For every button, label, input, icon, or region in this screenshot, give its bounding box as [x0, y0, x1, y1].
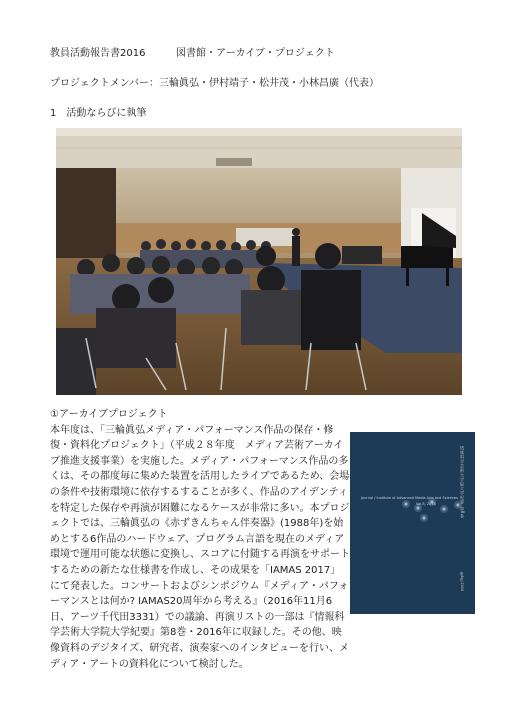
journal-volume: Vol.8, 2016: [416, 502, 436, 506]
journal-title: Journal / Institute of Advanced Media Arts and Sciences: [361, 496, 458, 500]
page-header: [50, 47, 335, 60]
concert-photo: [56, 128, 462, 395]
article-body: [50, 407, 350, 672]
article-paragraph: 本年度は、「三輪眞弘メディア・パフォーマンス作品の保存・修復・資料化プロジェクト」（平成２８年度 メディア芸術アーカイブ推進支援事業）を実施した。メディア・パフォーマンス作品の多くは、その都度毎に集めた装置を活用したライブであるため、会場の条件や技術環境に依存するすることが多く、作品のアイデンティを特定した保存や再演が困難になるケースが非常に多い。本プロジェクトでは、三輪眞弘の《赤ずきんちゃん伴奏器》(1988年)を始めとする6作品のハードウェア、プログラム言語を現在のメディア環境で運用可能な状態に変換し、スコアに付随する再演をサポートするための新たな仕様書を作成し、その成果を「IAMAS 2017」にて発表した。コンサートおよびシンポジウム『メディア・パフォーマンスとは何か? IAMAS20周年から考える』（2016年11月6日、アーツ千代田3331）での議論、再演リストの一部は『情報科学芸術大学院大学紀要』第8巻・2016年に収録した。その他、映像資料のデジタイズ、研究者、演奏家へのインタビューを行い、メディア・アートの資料化について検討した。: [50, 424, 350, 670]
journal-cover-image: [350, 432, 475, 614]
journal-japanese-title: 情報科学芸術大学院大学紀要 第8巻: [460, 446, 465, 519]
section-heading: 1 活動ならびに執筆: [50, 108, 147, 119]
journal-year: 第8巻 2016: [460, 572, 464, 592]
project-title: 図書館・アーカイブ・プロジェクト: [176, 48, 335, 59]
project-members: プロジェクトメンバー：三輪眞弘・伊村靖子・松井茂・小林昌廣（代表）: [50, 78, 379, 89]
report-title: 教員活動報告書2016: [50, 48, 146, 59]
article-subheading: ①アーカイブプロジェクト: [50, 409, 168, 420]
